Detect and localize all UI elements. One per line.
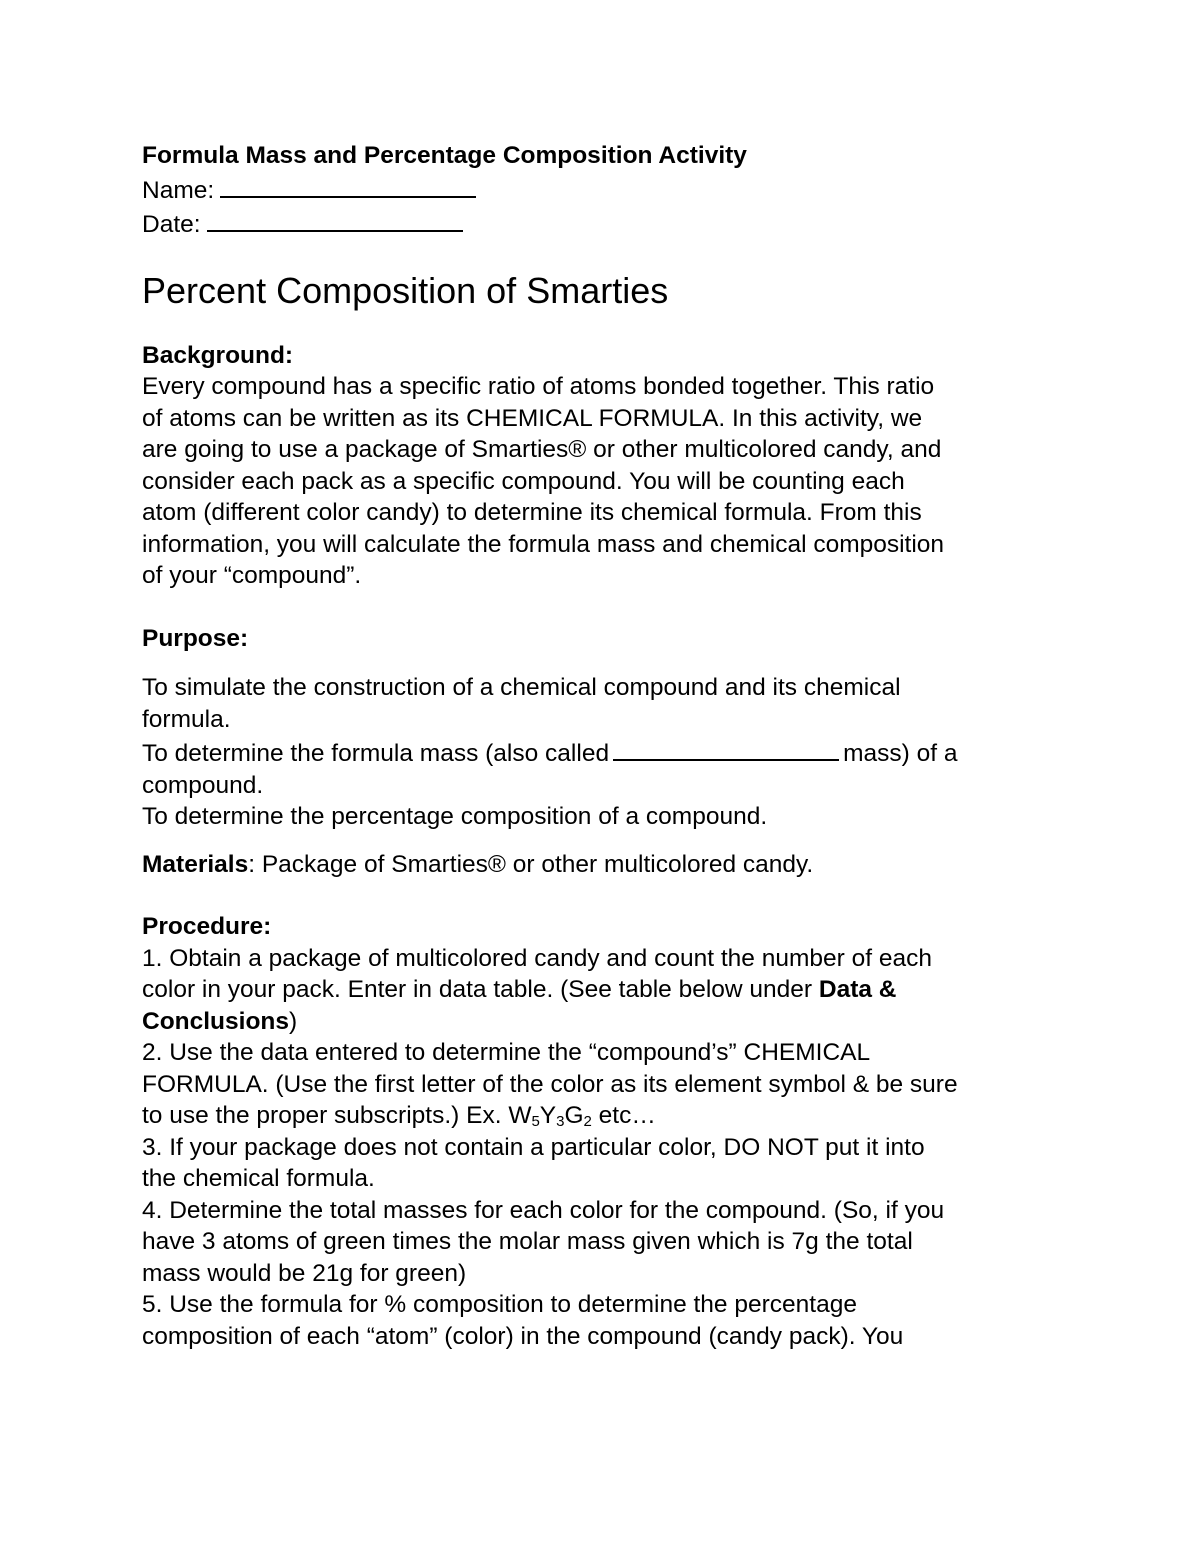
formula-subscript: 3 <box>556 1113 565 1130</box>
procedure-step-4-cont: have 3 atoms of green times the molar mass given which is 7g the total <box>142 1228 913 1255</box>
formula-symbol: W <box>508 1102 532 1129</box>
activity-title: Formula Mass and Percentage Composition Activity <box>142 142 747 169</box>
date-blank[interactable] <box>207 206 463 232</box>
background-line: Every compound has a specific ratio of atoms bonded together. This ratio <box>142 373 935 400</box>
mass-type-blank[interactable] <box>613 735 839 761</box>
document-page <box>142 140 1082 1352</box>
step-2-etc: etc… <box>591 1102 656 1129</box>
procedure-step-4: 4. Determine the total masses for each color for the compound. (So, if you <box>142 1196 945 1224</box>
purpose-section <box>142 623 1082 833</box>
date-label: Date: <box>142 211 201 238</box>
purpose-text-before-blank: To determine the formula mass (also called <box>142 740 610 767</box>
materials-line <box>142 849 1082 881</box>
procedure-section <box>142 911 1082 1352</box>
purpose-line: To simulate the construction of a chemical compound and its chemical <box>142 674 901 701</box>
background-line: of your “compound”. <box>142 562 362 589</box>
materials-label: Materials <box>142 850 249 878</box>
purpose-text-after-blank: mass) of a <box>843 740 958 767</box>
name-blank[interactable] <box>220 172 476 198</box>
purpose-line: formula. <box>142 705 231 733</box>
name-label: Name: <box>142 176 215 204</box>
procedure-step-1-cont <box>142 1006 1082 1038</box>
procedure-step-2-example <box>142 1100 1082 1132</box>
purpose-line-with-blank <box>142 735 1082 770</box>
formula-symbol: G <box>564 1102 584 1129</box>
name-line <box>142 172 1082 207</box>
data-conclusions-ref-a: Data & <box>818 976 897 1003</box>
formula-subscript: 2 <box>583 1113 592 1130</box>
procedure-step-3-cont: the chemical formula. <box>142 1165 375 1192</box>
step-1-close: ) <box>289 1007 298 1035</box>
procedure-step-3: 3. If your package does not contain a particular color, DO NOT put it into <box>142 1133 925 1161</box>
step-1-text: color in your pack. Enter in data table. (See table below under <box>142 976 819 1003</box>
materials-text: : Package of Smarties® or other multicolored candy. <box>248 850 814 878</box>
formula-symbol: Y <box>539 1102 557 1129</box>
procedure-step-2-cont: FORMULA. (Use the first letter of the color as its element symbol & be sure <box>142 1070 958 1098</box>
materials-section <box>142 849 1082 881</box>
example-formula <box>508 1102 592 1129</box>
procedure-heading: Procedure: <box>142 913 272 940</box>
procedure-step-5-cont: composition of each “atom” (color) in the compound (candy pack). You <box>142 1322 904 1350</box>
background-line: consider each pack as a specific compound. You will be counting each <box>142 467 905 495</box>
background-line: information, you will calculate the formula mass and chemical composition <box>142 530 945 558</box>
procedure-step-1-cont <box>142 974 1082 1006</box>
step-2-text: to use the proper subscripts.) Ex. <box>142 1102 509 1129</box>
procedure-step-4-cont: mass would be 21g for green) <box>142 1259 467 1287</box>
background-heading: Background: <box>142 341 294 369</box>
formula-subscript: 5 <box>531 1113 540 1130</box>
background-line: of atoms can be written as its CHEMICAL FORMULA. In this activity, we <box>142 404 923 432</box>
background-section <box>142 340 1082 592</box>
purpose-line: compound. <box>142 771 264 799</box>
date-line <box>142 206 1082 241</box>
main-title: Percent Composition of Smarties <box>142 269 669 311</box>
procedure-step-1: 1. Obtain a package of multicolored candy and count the number of each <box>142 944 932 972</box>
background-line: are going to use a package of Smarties® or other multicolored candy, and <box>142 436 942 463</box>
background-line: atom (different color candy) to determine its chemical formula. From this <box>142 499 922 526</box>
data-conclusions-ref-b: Conclusions <box>142 1007 290 1035</box>
purpose-heading: Purpose: <box>142 624 249 652</box>
procedure-step-5: 5. Use the formula for % composition to determine the percentage <box>142 1291 857 1318</box>
purpose-line: To determine the percentage composition of a compound. <box>142 803 768 830</box>
procedure-step-2: 2. Use the data entered to determine the “compound’s” CHEMICAL <box>142 1039 871 1066</box>
